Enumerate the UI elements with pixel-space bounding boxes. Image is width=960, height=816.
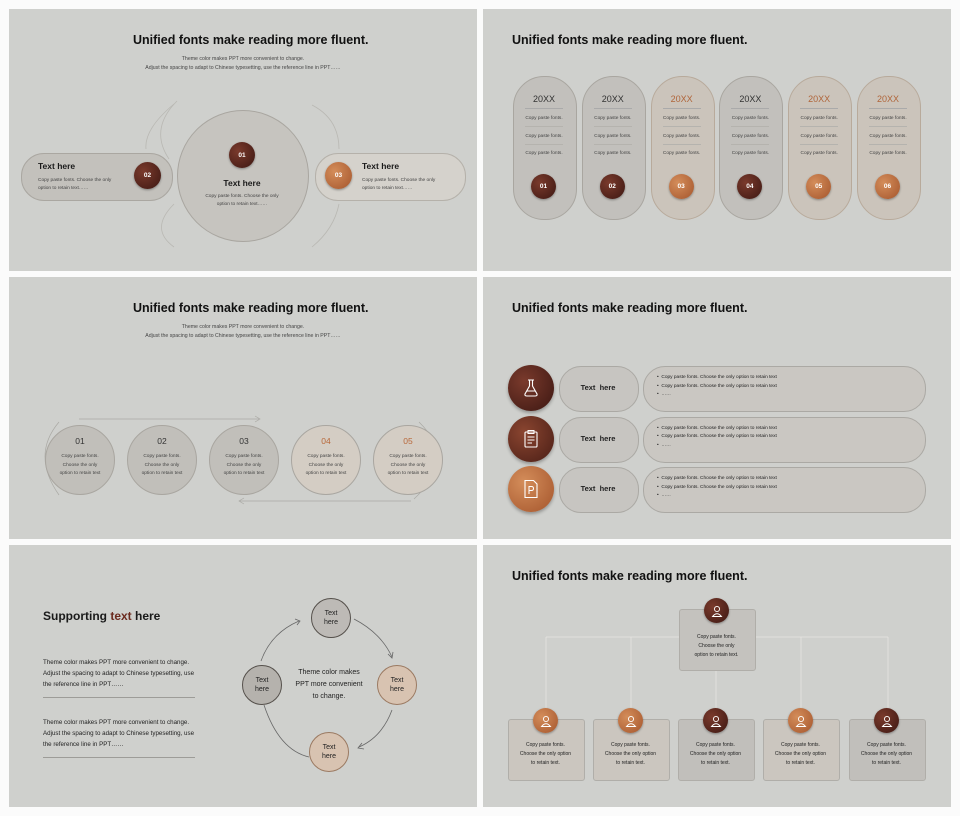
- step-text: option to retain text: [305, 471, 347, 476]
- pill-divider: [869, 108, 907, 109]
- row-bullet-text: ……: [661, 442, 671, 448]
- pill-divider: [800, 108, 838, 109]
- step-text: Copy paste fonts.: [307, 454, 345, 459]
- org-child-line-1: Copy paste fonts.: [867, 742, 906, 748]
- row-bullet: • Copy paste fonts. Choose the only option to retain text: [657, 425, 777, 431]
- pill-divider: [800, 126, 838, 127]
- pill-year: 20XX: [808, 94, 831, 104]
- person-icon: [710, 604, 724, 618]
- cycle-line-2: PPT more convenient: [295, 681, 363, 688]
- step-text: option to retain text: [141, 471, 183, 476]
- cycle-node-line-2: here: [254, 686, 269, 693]
- cycle-line-3: to change.: [312, 693, 346, 700]
- org-child-avatar: [533, 708, 558, 733]
- org-child-avatar: [874, 708, 899, 733]
- row-bullet-text: Copy paste fonts. Choose the only option to retain text: [661, 434, 777, 439]
- row-bullet: • Copy paste fonts. Choose the only option to retain text: [657, 476, 777, 481]
- pill-number-badge: 05: [806, 174, 831, 199]
- center-number-badge: 01: [229, 142, 255, 168]
- org-child-text: [508, 741, 583, 768]
- slide6-title: Unified fonts make reading more fluent.: [512, 569, 748, 583]
- pill-divider: [525, 108, 563, 109]
- org-child-text: [849, 741, 924, 768]
- pill-divider: [525, 144, 563, 145]
- p1-line-2: Adjust the spacing to adapt to Chinese typesetting, use: [43, 670, 195, 677]
- row-content-pill: [643, 417, 926, 463]
- heading-part-1: Supporting: [43, 609, 111, 623]
- cycle-node: [377, 665, 417, 705]
- left-number-badge: 02: [134, 162, 161, 189]
- org-top-text: [679, 633, 754, 660]
- org-child-line-1: Copy paste fonts.: [696, 742, 735, 748]
- slide-5[interactable]: [9, 545, 477, 807]
- pill-divider: [731, 144, 769, 145]
- org-top-avatar: [704, 598, 729, 623]
- cycle-node: [242, 665, 282, 705]
- slide-4[interactable]: [483, 277, 951, 539]
- row-bullet: • Copy paste fonts. Choose the only option to retain text: [657, 434, 777, 439]
- org-child-line-3: to retain text.: [786, 760, 815, 766]
- org-child-line-2: Choose the only option: [774, 751, 827, 757]
- pill-number-badge: 04: [737, 174, 762, 199]
- pill-text: Copy paste fonts.: [662, 151, 701, 156]
- slide1-subtitle-1: Theme color makes PPT more convenient to change.: [181, 56, 305, 62]
- org-child-avatar: [788, 708, 813, 733]
- document-p-circle: [508, 466, 554, 512]
- step-text: Choose the only: [144, 462, 180, 468]
- cycle-node-line-2: here: [389, 686, 404, 693]
- step-text: Copy paste fonts.: [389, 454, 427, 459]
- row-bullet: • ……: [657, 493, 671, 498]
- pill-text: Copy paste fonts.: [594, 151, 632, 156]
- pill-divider: [800, 144, 838, 145]
- slide-1[interactable]: [9, 9, 477, 271]
- clipboard-icon: [519, 427, 543, 451]
- step-number: 03: [239, 436, 249, 446]
- person-icon: [880, 714, 894, 728]
- person-icon: [794, 714, 808, 728]
- p2-line-1: Theme color makes PPT more convenient to change.: [43, 719, 190, 726]
- step-text: Choose the only: [308, 462, 344, 468]
- p1-line-1: Theme color makes PPT more convenient to change.: [43, 659, 190, 666]
- pill-text: Copy paste fonts.: [525, 151, 563, 156]
- pill-divider: [869, 144, 907, 145]
- row-bullet-text: ……: [661, 392, 671, 397]
- pill-text: Copy paste fonts.: [525, 133, 563, 139]
- step-text: Choose the only: [390, 462, 426, 468]
- pill-divider: [525, 126, 563, 127]
- org-child-line-2: Choose the only option: [604, 751, 657, 757]
- org-top-line-1: Copy paste fonts.: [697, 634, 736, 640]
- p2-line-3: the reference line in PPT……: [43, 741, 124, 748]
- row-content-pill: [643, 467, 926, 513]
- right-heading: Text here: [362, 161, 400, 171]
- p2-line-2: Adjust the spacing to adapt to Chinese typesetting, use: [43, 730, 195, 737]
- pill-year: 20XX: [739, 94, 762, 104]
- slide3-arrows: [9, 277, 477, 539]
- row-bullet: • Copy paste fonts. Choose the only option to retain text: [657, 484, 777, 490]
- pill-divider: [663, 144, 701, 145]
- pill-year: 20XX: [876, 94, 900, 104]
- left-text-2: option to retain text……: [38, 186, 89, 191]
- org-child-line-1: Copy paste fonts.: [781, 742, 820, 748]
- heading-part-2: here: [131, 609, 161, 623]
- pill-text: Copy paste fonts.: [800, 133, 838, 139]
- person-icon: [624, 714, 638, 728]
- pill-number-badge: 01: [531, 174, 556, 199]
- slide2-title: Unified fonts make reading more fluent.: [512, 33, 748, 47]
- slide3-subtitle-2: Adjust the spacing to adapt to Chinese typesetting, use the reference line in PPT……: [145, 333, 341, 339]
- slide1-title: Unified fonts make reading more fluent.: [133, 33, 369, 47]
- document-p-icon: [519, 477, 543, 501]
- step-number: 02: [157, 436, 167, 446]
- cycle-node-line-1: Text: [390, 676, 404, 684]
- pill-number-badge: 02: [600, 174, 625, 199]
- left-heading: Text here: [38, 161, 76, 171]
- step-text: Choose the only: [226, 462, 262, 468]
- cycle-node-line-2: here: [323, 619, 338, 626]
- heading-accent: text: [110, 609, 132, 623]
- pill-text: Copy paste fonts.: [869, 151, 907, 156]
- slide3-title: Unified fonts make reading more fluent.: [133, 301, 369, 315]
- left-text-1: Copy paste fonts. Choose the only: [38, 178, 112, 183]
- row-label: Text here: [580, 433, 616, 443]
- row-bullet: • Copy paste fonts. Choose the only option to retain text: [657, 375, 777, 380]
- right-text-1: Copy paste fonts. Choose the only: [362, 178, 436, 183]
- row-content-pill: [643, 366, 926, 412]
- row-label: Text here: [580, 383, 616, 392]
- pill-text: Copy paste fonts.: [525, 116, 563, 121]
- pill-text: Copy paste fonts.: [662, 116, 701, 121]
- step-number: 05: [403, 436, 413, 446]
- step-text: option to retain text: [387, 471, 429, 476]
- cycle-node-line-1: Text: [322, 743, 336, 751]
- org-child-text: [678, 741, 753, 768]
- pill-text: Copy paste fonts.: [800, 151, 838, 156]
- org-child-line-3: to retain text.: [701, 760, 730, 766]
- row-bullet: • ……: [657, 442, 671, 448]
- center-circle: [177, 110, 309, 242]
- center-heading: Text here: [223, 178, 261, 188]
- cycle-node-line-1: Text: [324, 609, 338, 617]
- pill-divider: [663, 126, 701, 127]
- org-child-avatar: [618, 708, 643, 733]
- cycle-line-1: Theme color makes: [298, 669, 360, 676]
- step-text: option to retain text: [59, 471, 101, 476]
- slide-2[interactable]: [483, 9, 951, 271]
- pill-text: Copy paste fonts.: [731, 116, 770, 121]
- pill-text: Copy paste fonts.: [731, 133, 770, 139]
- org-child-line-2: Choose the only option: [519, 751, 572, 757]
- org-child-avatar: [703, 708, 728, 733]
- slide-6[interactable]: [483, 545, 951, 807]
- center-text-2: option to retain text……: [216, 202, 268, 207]
- org-child-text: [593, 741, 668, 768]
- org-child-line-3: to retain text.: [616, 760, 645, 766]
- right-text-2: option to retain text……: [362, 186, 413, 191]
- org-child-line-3: to retain text.: [531, 760, 560, 766]
- row-bullet-text: Copy paste fonts. Choose the only option to retain text: [661, 476, 777, 481]
- row-bullet-text: Copy paste fonts. Choose the only option to retain text: [661, 425, 777, 431]
- p1-line-3: the reference line in PPT……: [43, 681, 124, 688]
- org-child-line-1: Copy paste fonts.: [611, 742, 650, 748]
- org-child-line-2: Choose the only option: [860, 751, 913, 757]
- org-top-line-2: Choose the only: [698, 643, 735, 649]
- pill-number-badge: 06: [875, 174, 900, 199]
- pill-year: 20XX: [601, 94, 624, 104]
- person-icon: [539, 714, 553, 728]
- center-text-1: Copy paste fonts. Choose the only: [205, 194, 279, 199]
- clipboard-circle: [508, 416, 554, 462]
- slide1-subtitle-2: Adjust the spacing to adapt to Chinese typesetting, use the reference line in PPT……: [145, 65, 341, 71]
- pill-text: Copy paste fonts.: [594, 116, 632, 121]
- cycle-node-line-2: here: [321, 753, 336, 760]
- row-bullet-text: Copy paste fonts. Choose the only option to retain text: [661, 375, 777, 380]
- pill-divider: [869, 126, 907, 127]
- step-number: 01: [75, 436, 85, 446]
- slide4-title: Unified fonts make reading more fluent.: [512, 301, 748, 315]
- slide3-subtitle-1: Theme color makes PPT more convenient to change.: [181, 324, 305, 330]
- row-bullet: • Copy paste fonts. Choose the only option to retain text: [657, 383, 777, 389]
- pill-text: Copy paste fonts.: [594, 133, 632, 139]
- pill-divider: [731, 126, 769, 127]
- org-top-line-3: option to retain text.: [694, 652, 739, 658]
- pill-number-badge: 03: [669, 174, 694, 199]
- org-child-line-1: Copy paste fonts.: [526, 742, 565, 748]
- pill-year: 20XX: [670, 94, 693, 104]
- cycle-node: [309, 732, 349, 772]
- step-number: 04: [321, 436, 331, 446]
- person-icon: [709, 714, 723, 728]
- pill-text: Copy paste fonts.: [869, 133, 907, 139]
- pill-text: Copy paste fonts.: [800, 116, 838, 121]
- pill-text: Copy paste fonts.: [731, 151, 770, 156]
- slide-3[interactable]: [9, 277, 477, 539]
- cycle-node-line-1: Text: [255, 676, 269, 684]
- pill-divider: [731, 108, 769, 109]
- cycle-center-text: [289, 667, 369, 703]
- org-child-line-2: Choose the only option: [689, 751, 742, 757]
- pill-divider: [663, 108, 701, 109]
- cycle-node: [311, 598, 351, 638]
- row-label: Text here: [580, 484, 616, 493]
- pill-divider: [594, 126, 632, 127]
- right-number-badge: 03: [325, 162, 352, 189]
- step-text: Choose the only: [62, 462, 98, 468]
- step-text: Copy paste fonts.: [61, 454, 99, 459]
- step-text: option to retain text: [223, 471, 265, 476]
- pill-divider: [594, 108, 632, 109]
- flask-icon: [519, 376, 543, 400]
- row-bullet-text: Copy paste fonts. Choose the only option to retain text: [661, 484, 777, 490]
- row-bullet-text: ……: [661, 493, 671, 498]
- pill-text: Copy paste fonts.: [869, 116, 907, 121]
- pill-year: 20XX: [532, 94, 556, 104]
- org-child-line-3: to retain text.: [872, 760, 901, 766]
- step-text: Copy paste fonts.: [143, 454, 181, 459]
- org-child-text: [763, 741, 838, 768]
- flask-circle: [508, 365, 554, 411]
- row-bullet-text: Copy paste fonts. Choose the only option to retain text: [661, 383, 777, 389]
- step-text: Copy paste fonts.: [225, 454, 263, 459]
- pill-text: Copy paste fonts.: [662, 133, 701, 139]
- pill-divider: [594, 144, 632, 145]
- row-bullet: • ……: [657, 392, 671, 397]
